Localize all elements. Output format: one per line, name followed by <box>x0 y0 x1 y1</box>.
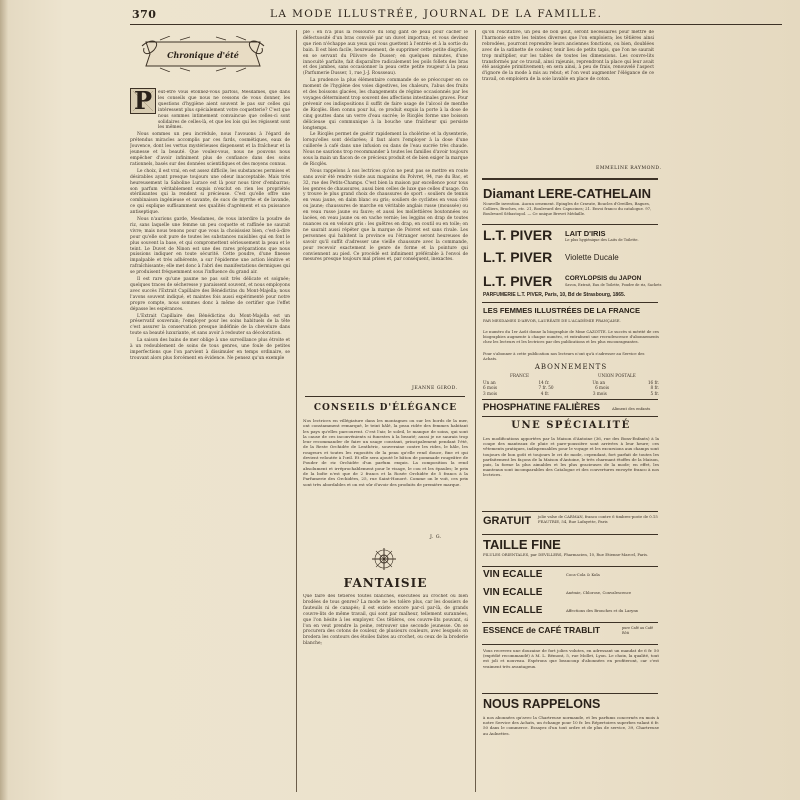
piver-ad-1-brand: L.T. PIVER <box>483 227 553 243</box>
chronique-paragraph-2: Nous sommes un peu incrédule, nous l'avouons à l'égard de prétendus miracles accomplis par ces fards, cosmétiques, eaux de Jouvence, dont les vertus mystérieuses dispensent et la fraîcheur et la jeunesse et la beauté. Que voulez-vous, nous ne pouvons nous empêcher d'avoir infiniment plus de confiance dans des soins rationnels, basés sur des données scientifiques et des moyens connus. <box>130 132 290 167</box>
piver-ad-3-sub: Savon, Extrait, Eau de Toilette, Poudre de riz, Sachets <box>565 283 662 287</box>
middle-paragraph-3: Le Ricqlès permet de guérir rapidement la cholérine et la dysenterie, lorsqu'elles sont déclarées; il faut alors l'employer à la dose d'une cuillerée à café dans une infusion ou dans de l'eau sucrée très chaude. Nous ne saurions trop recommander à toutes les familles d'avoir toujours sous la main un flacon de ce précieux produit et de bien exiger la marque de Ricqlès. <box>303 132 468 167</box>
vin-ecalle-rule <box>482 566 658 567</box>
chronique-banner-title: Chronique d'été <box>167 50 239 60</box>
taille-fine-text: PILULES ORIENTALES, par DEVILLERS, Pharmacien, 10, Rue Etienne-Marcel, Paris. <box>483 552 649 557</box>
phosphatine-rule <box>482 399 658 400</box>
vin-ecalle-ad-2: VIN ECALLE <box>483 587 543 598</box>
chronique-paragraph-1: eut-être vous étonnez-vous parfois, Mesdames, que dans les conseils que nous ne cessons de vous donner, les questions d'hygiène aient souvent le pas sur celles qui intéressent plus spécialement votre coquetterie? C'est que nous sommes intimement convaincue que celles-ci sont solidaires de celles-là, et que les lois qui les régissent sont les mêmes. <box>158 90 290 131</box>
jeanne-girod-signature: JEANNE GIROD. <box>412 386 458 391</box>
abonnement-union-period: 3 mois <box>592 390 607 396</box>
vin-ecalle-sub-3: Affections des Bronches et du Larynx <box>566 608 638 613</box>
essence-cafe-ad: ESSENCE de CAFÉ TRABLIT <box>483 625 601 635</box>
trablit-rule <box>482 644 658 645</box>
conseils-rule <box>305 396 465 397</box>
page-header <box>0 8 800 22</box>
chronique-paragraph-5: Il est rare qu'une paume ne pas soit très délicate et soignée; quelques traces de sécheresse y paraissent souvent, et nous employons avec succès l'Extrait Capillaire des Bénédictins du Mont-Majella; nous l'avons souvent indiqué, et maintes fois aussi expérimenté pour notre propre compte, nous sommes donc à même de certifier que l'effet dépasse les espérances. <box>130 277 290 312</box>
nous-rappelons-text: à nos abonnées qu'avec la Chartreuse normande, et les parfums concernés en mois à notre Service des Achats, un échange pour 10 fr. les Répertoires superbes valant 6 fr. 50 dans le commerce. Essayez d'un tout ordre et de plus de service, 39, Chartreuse au Aulnettes. <box>483 715 659 736</box>
column-divider-right <box>475 30 476 792</box>
essence-rule <box>482 622 658 623</box>
piver-rule <box>482 224 658 225</box>
specialite-text: Les modifications apportées par la Maison d'Antoine (36, rue des Bons-Enfants) à la coupe des manteaux de pluie et pare-poussière sont arrivées à leur heure; ces vêtements pratiques, indispensables pour le voyage et les excursions aux champs sont toujours de bon goût et toujours le cri de mode, cependant, fort parfait de toutes les parfaitement les façons de la Maison d'Antoine, le très charmant étoffes de la Maison, puis, la forme la plus aimables et les plus gracieuses de la mode; en effet, les manteaux sont incomparables des Catalogue et des couvertures envoyée franco à nos lectrices. <box>483 436 659 478</box>
piver-ad-1-product: LAIT D'IRIS <box>565 229 606 238</box>
abonnement-france-period: 6 mois <box>483 385 497 391</box>
abonnement-france-period: 3 mois <box>483 390 497 396</box>
dropcap-letter: P <box>133 86 153 115</box>
nous-rappelons-ad: NOUS RAPPELONS <box>483 697 601 711</box>
abonnement-france-period: Un an <box>483 380 496 385</box>
piver-footer: PARFUMERIE L.T. PIVER, Paris, 10, Bd de Strasbourg, 1865. <box>483 292 626 298</box>
femmes-illustrees-title: LES FEMMES ILLUSTRÉES DE LA FRANCE <box>483 306 641 315</box>
emmeline-raymond-signature: EMMELINE RAYMOND. <box>596 166 662 171</box>
abonnements-row <box>483 391 659 396</box>
chronique-paragraph-3: Le choix, il est vrai, en est assez difficile, les substances permises et désirables ayant presque toujours une odeur inacceptable. Mais très heureusement la Saboline Lurace est là pour nous tirer d'embarras; son parfum véritablement exquis n'exclut en rien les propriétés stérilisantes qui la rendent si précieuse. C'est qu'elle offre une combinaison ingénieuse et savante, de sucs de myrrhe et de lavande, ce qui explique suffisamment ses qualités d'agrément et sa puissance antiseptique. <box>130 168 290 216</box>
page-number: 370 <box>132 8 157 21</box>
abonnements-table <box>483 380 659 396</box>
abonnement-france-price: 4 fr. <box>540 390 550 396</box>
right-intro-text: qu'on l'excitative, un peu de bon goût, seront nécessaires pour mettre de l'harmonie entre les teintes diverses que l'on emploiera; les têtières ainsi rebrodées, pourront reprendre leurs anciennes fonctions, ou bien, doublées avec de la satinette de couleur, tenir lieu de petits tapis, que l'on ne saurait trop multiplier, sur les tables de toutes les dimensions. Les couvre-lits transformés par ce travail, ainsi rajeunis, reprendront la place qui leur avait été assignée primitivement; en sera ainsi, à peu de frais, renouvelé l'aspect d'ignore de la mode à mis au rebut; et l'on veut augmenter l'élégance de ce travail, on emploiera de la soie lavable en place de coton. <box>482 30 654 83</box>
abonnements-france: FRANCE <box>510 373 530 378</box>
femmes-illustrees-text-2: Pour s'abonner à cette publication nos lecteurs n'ont qu'à s'adresser au Service des Achats. <box>483 352 645 361</box>
abonnement-union-period: Un an <box>592 380 606 385</box>
running-title: LA MODE ILLUSTRÉE, JOURNAL DE LA FAMILLE. <box>270 8 603 20</box>
piver-ad-2-product: Violette Ducale <box>565 253 619 262</box>
middle-paragraph-4: Nous rappelons à nos lectrices qu'on ne peut pas se mettre en route sans avoir été rendre visite aux magasins du Polvret, 94, rue du Bac, et 32, rue des Petits-Champs. C'est bien la maison par excellence pour tous les genres de chaussures, aussi bien celles de luxe que celles d'usage. On y trouve le plus grand choix de chaussures de sport : souliers de tennis en veau jaune, en daim blanc ou gris; souliers de cyclistes en veau ciré ou jaune; chaussures de marche en véritable anglais russe (moussée) ou en veau russe jaune ou fauve; et aussi les mollettières boutonnées ou lacées, en veau jaune ou en vache vernie; les leggins en drap de toutes nuances ou en velours gris : les guêtres en drap, en coutil ou en toile; on ne saurait aussi répéter que la marque de Poivret est sans rivale. Les personnes qui habitent la province ou l'étranger seront heureuses de savoir qu'il suffit d'adresser une vieille chaussure avec la commande, pour recevoir exactement le genre de forme et la pointure qui conviennent au pied. Ce procédé est infiniment préférable à l'envoi de mesures presque toujours mal prises et, par conséquent, inexactes. <box>303 168 468 263</box>
trablit-text: Vous recevrez une douzaine de fort jolies volutes, en adressant un mandat de 6 fr. 50 (expédié recommandé) à M. L. Bémont, 5, rue Mollet, Lyon. Le choix, la qualité, tout est joli et nouveau. Espérons que beaucoup d'abonnées en profiteront, car c'est vraiment très avantageux. <box>483 648 659 669</box>
lere-cathelain-ad: Diamant LERE-CATHELAIN <box>483 186 652 201</box>
vin-ecalle-ad-3: VIN ECALLE <box>483 605 543 616</box>
conseils-title: CONSEILS D'ÉLÉGANCE <box>313 403 458 413</box>
chronique-paragraph-6: L'Extrait Capillaire des Bénédictins du Mont-Majella est un préservatif souverain; l'employer pour les soins habituels de la tête c'est assurer la conservation presque indéfinie de la chevelure dans toute sa beauté luxuriante, et sans avoir à redouter sa décoloration. <box>130 313 290 337</box>
femmes-illustrees-text: Le numéro du 1er Août donne la biographie de Mme CAZOTTE. Le succès si mérité de ces biographies augmente à chaque numéro, et entraînent une recrudescence d'abonnements chez les lecteurs et les lectrices par des publications et les plus encourageantes. <box>483 330 659 344</box>
vin-ecalle-sub-2: Anémie, Chlorose, Convalescence <box>566 590 632 595</box>
chronique-column <box>130 90 290 790</box>
page-edge-shadow <box>0 0 8 800</box>
piver-ad-3-product: CORYLOPSIS du JAPON <box>565 275 642 282</box>
femmes-illustrees-sub: PAR MESDAMES D'ARVOR, LAURÉATE DE L'ACADÉMIE FRANÇAISE. <box>483 318 621 323</box>
vin-ecalle-ad-1: VIN ECALLE <box>483 569 543 580</box>
essence-cafe-sub: pure Café au Café Rôti <box>622 626 654 636</box>
fantaisie-ornament <box>364 546 404 572</box>
piver-ad-3-brand: L.T. PIVER <box>483 273 553 289</box>
abonnement-france-price: 14 fr. <box>538 380 550 385</box>
fantaisie-title: FANTAISIE <box>343 576 428 590</box>
gratuit-ad: GRATUIT <box>483 515 532 527</box>
middle-paragraph-1: ple : en n'a plus la ressource du long gant de peau pour cacher le défectuosité d'un bras convolé par un duvet importun; et vous devinez que rien n'échappe aux yeux qui vous guettent à l'entrée et à la sortie du bain. Il est bien facile, heureusement, de supprimer cette petite disgrâce, en se servant du Pilivore de Dusser; en quelques minutes, d'une innocuité parfaite, fait disparaître radicalement les poils follets des bras et des jambes, sans occasionner la peau cette petite rougeur à la peau (Parfumerie Dusser, 1, rue J.-J. Rousseau). <box>303 30 468 77</box>
rappelons-rule <box>482 693 658 694</box>
header-rule <box>130 24 782 25</box>
abonnements-title: ABONNEMENTS <box>534 363 608 371</box>
abonnement-union-price: 8 fr. <box>650 385 659 391</box>
column-divider-left <box>296 30 297 792</box>
femmes-rule <box>482 302 658 303</box>
taille-fine-rule <box>482 534 658 535</box>
abonnements-union: UNION POSTALE <box>598 373 636 378</box>
piver-ad-1-sub: Le plus hygiénique des Laits de Toilette. <box>565 238 639 242</box>
conseils-signature: J. G. <box>430 535 442 540</box>
middle-column-text <box>303 30 468 382</box>
gratuit-rule <box>482 511 658 512</box>
abonnement-france-price: 7 fr. 50 <box>538 385 554 391</box>
middle-paragraph-2: La prudence la plus élémentaire commande de se préoccuper en ce moment de l'hygiène des voies digestives, les chaleurs, l'abus des fruits et des boissons glacées, les changements de régime occasionnés par les voyages déterminent trop souvent des affections intestinales graves. Pour prévenir ces indispositions il suffit de faire usage de l'alcool de menthe de Ricqlès. Bien connu pour lui, ce produit exquis la porte à la dose de cinq gouttes dans un verre d'eau sucrée; le Ricqlès forme une boisson délicieuse qui communique à la bouche une fraîcheur qui persiste longtemps. <box>303 78 468 131</box>
specialite-title: UNE SPÉCIALITÉ <box>511 420 631 431</box>
gratuit-text: jolie valse de CARMAN, franco contre 6 timbres-poste de 0.15 FEAUTRIE, 54, Rue Lafayette, Paris <box>538 514 658 524</box>
lere-cathelain-text: Nouvelle invention. Aucun ornement. Epingles de Cravate, Boucles d'Oreilles, Bagues, Colliers, Broches, etc. 21, Boulevard des Capucines; 21. Envoi franco du catalogue. 97, Boulevard Sébastopol. — Ce unique Brevet Médaille. <box>483 202 652 216</box>
fantaisie-text: Que faire des têtières toutes blanches, exécutées au crochet ou bien brodées de tous genres? La mode ne les tolère plus, car les dossiers de fauteuils ni de canapés; il est existe encore par-ci par-là, de grands couvre-lits de même travail, qui sont par malheur, tellement surannées, que l'on hésite à les employer. Ces têtières, ces couvre-lits pouvant, si l'on en veut prendre la peine, retrouver une seconde jeunesse. On se procurera des cotons de couleur, de plusieurs couleurs, avec lesquels on brodera les contours des étoiles faites au crochet, ou ceux de la broderie blanche; <box>303 594 468 647</box>
phosphatine-sub: Aliment des enfants <box>612 406 651 411</box>
phosphatine-ad: PHOSPHATINE FALIÈRES <box>483 402 601 413</box>
chronique-paragraph-7: La saison des bains de mer oblige à une surveillance plus étroite et à un redoublement de soins de tous genres, une foule de petites imperfections que l'on parvient à dissimuler en temps ordinaire, se trouvant alors plus forcément en évidence. Ne pensez qu'un exemple <box>130 338 290 361</box>
ads-top-rule <box>482 178 658 180</box>
chronique-paragraph-4: Nous n'aurions garde, Mesdames, de vous interdire la poudre de riz, sans laquelle une femme un peu coquette et raffinée ne saurait vivre; mais nous tenons pour que vous la choisissiez bien, c'est-à-dire pour qu'elle soit pure de toutes les substances nuisibles qui en font le plus souvent la base, et qui compromettent sérieusement la peau et le teint. Le Duvet de Ninon est une des rares préparations que nous puissions indiquer en toute sécurité. Cette poudre, d'une finesse impalpable et très adhérente, a sur l'épiderme une action lénitive et rafraîchissante; elle met donc à l'abri des manifestations dermiques qui se produisent fréquemment sous l'influence du grand air. <box>130 217 290 276</box>
piver-ad-2-brand: L.T. PIVER <box>483 249 553 265</box>
abonnement-union-price: 5 fr. <box>650 390 659 396</box>
abonnement-union-price: 16 fr. <box>647 380 659 385</box>
specialite-rule <box>482 416 658 417</box>
abonnement-union-period: 6 mois <box>595 385 610 391</box>
vin-ecalle-sub-1: Coca-Cola & Kola <box>566 572 600 577</box>
conseils-text: Nos lectrices en villégiature dans les montagnes ou sur les bords de la mer, ont constamment remarqué, le teint hâlé, la peau ridée des femmes habitant les pays qu'elles parcourent. C'est l'air, le soleil, le manque de soins, qui sont la cause de ces inconvénients si funestes à la beauté; aussi je ne saurais trop leur recommander de faire un usage constant, principalement pendant l'été, de la Reste Orchidée de Lenthéric, souveraine contre les rides, le hâle, les rougeurs et toutes les rugosités de la peau qu'elle rend douce, fine et qui devient veloutée à l'œil. Et elle sera ajouté le bâton de pommade rougeâtre de Pouder de riz Orchidée d'un parfum exquis. La composition la rend absolument et irréprochablement pour le visage, le cou et les épaules; le prix de la boîte n'est que de 2 francs et la Rosée Orchidée de 5 francs à la Parfumerie des Orchidées, 25, rue Saint-Honoré. Comme on le voit, ces prix sont très abordables et on est sûr d'avoir des produits de première marque. <box>303 418 468 487</box>
taille-fine-ad: TAILLE FINE <box>483 537 561 552</box>
